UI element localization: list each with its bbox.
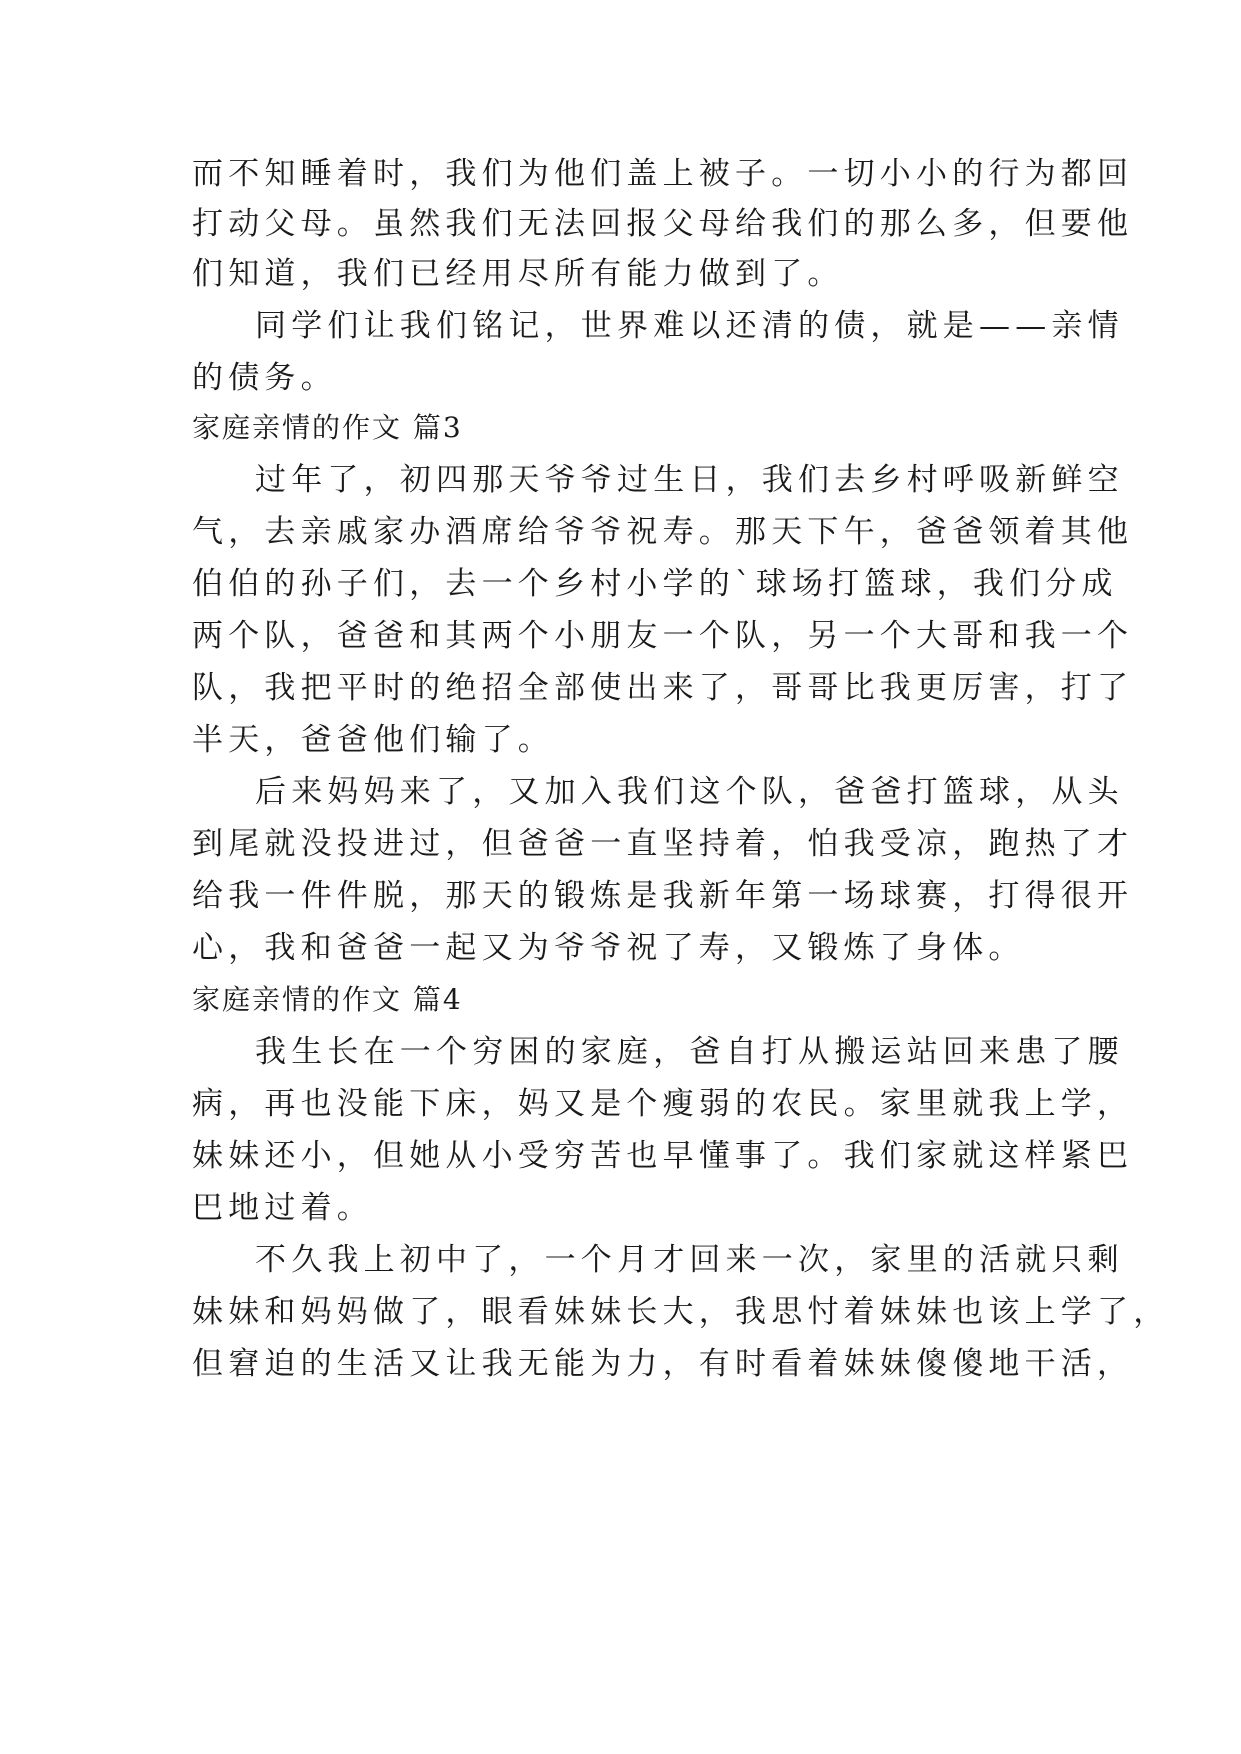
body-text-line: 两个队，爸爸和其两个小朋友一个队，另一个大哥和我一个 bbox=[192, 618, 1134, 654]
body-text-line: 但窘迫的生活又让我无能为力，有时看着妹妹傻傻地干活， bbox=[192, 1346, 1134, 1382]
body-text-line: 打动父母。虽然我们无法回报父母给我们的那么多，但要他 bbox=[192, 206, 1134, 242]
body-text-line: 后来妈妈来了，又加入我们这个队，爸爸打篮球，从头 bbox=[255, 774, 1124, 810]
section-heading: 家庭亲情的作文 篇3 bbox=[192, 411, 463, 444]
body-text-line: 过年了，初四那天爷爷过生日，我们去乡村呼吸新鲜空 bbox=[255, 462, 1124, 498]
body-text-line: 巴地过着。 bbox=[192, 1190, 373, 1226]
body-text-line: 我生长在一个穷困的家庭，爸自打从搬运站回来患了腰 bbox=[255, 1034, 1124, 1070]
body-text-line: 同学们让我们铭记，世界难以还清的债，就是——亲情 bbox=[255, 308, 1124, 344]
body-text-line: 到尾就没投进过，但爸爸一直坚持着，怕我受凉，跑热了才 bbox=[192, 826, 1134, 862]
section-heading: 家庭亲情的作文 篇4 bbox=[192, 983, 463, 1016]
body-text-line: 队，我把平时的绝招全部使出来了，哥哥比我更厉害，打了 bbox=[192, 670, 1134, 706]
body-text-line: 的债务。 bbox=[192, 360, 337, 396]
body-text-line: 而不知睡着时，我们为他们盖上被子。一切小小的行为都回 bbox=[192, 156, 1134, 192]
body-text-line: 妹妹还小，但她从小受穷苦也早懂事了。我们家就这样紧巴 bbox=[192, 1138, 1134, 1174]
body-text-line: 给我一件件脱，那天的锻炼是我新年第一场球赛，打得很开 bbox=[192, 878, 1134, 914]
body-text-line: 病，再也没能下床，妈又是个瘦弱的农民。家里就我上学， bbox=[192, 1086, 1134, 1122]
body-text-line: 妹妹和妈妈做了，眼看妹妹长大，我思忖着妹妹也该上学了， bbox=[192, 1294, 1170, 1330]
body-text-line: 们知道，我们已经用尽所有能力做到了。 bbox=[192, 256, 844, 292]
body-text-line: 气，去亲戚家办酒席给爷爷祝寿。那天下午，爸爸领着其他 bbox=[192, 514, 1134, 550]
body-text-line: 伯伯的孙子们，去一个乡村小学的`球场打篮球，我们分成 bbox=[192, 566, 1118, 602]
body-text-line: 心，我和爸爸一起又为爷爷祝了寿，又锻炼了身体。 bbox=[192, 930, 1025, 966]
body-text-line: 半天，爸爸他们输了。 bbox=[192, 722, 554, 758]
body-text-line: 不久我上初中了，一个月才回来一次，家里的活就只剩 bbox=[255, 1242, 1124, 1278]
